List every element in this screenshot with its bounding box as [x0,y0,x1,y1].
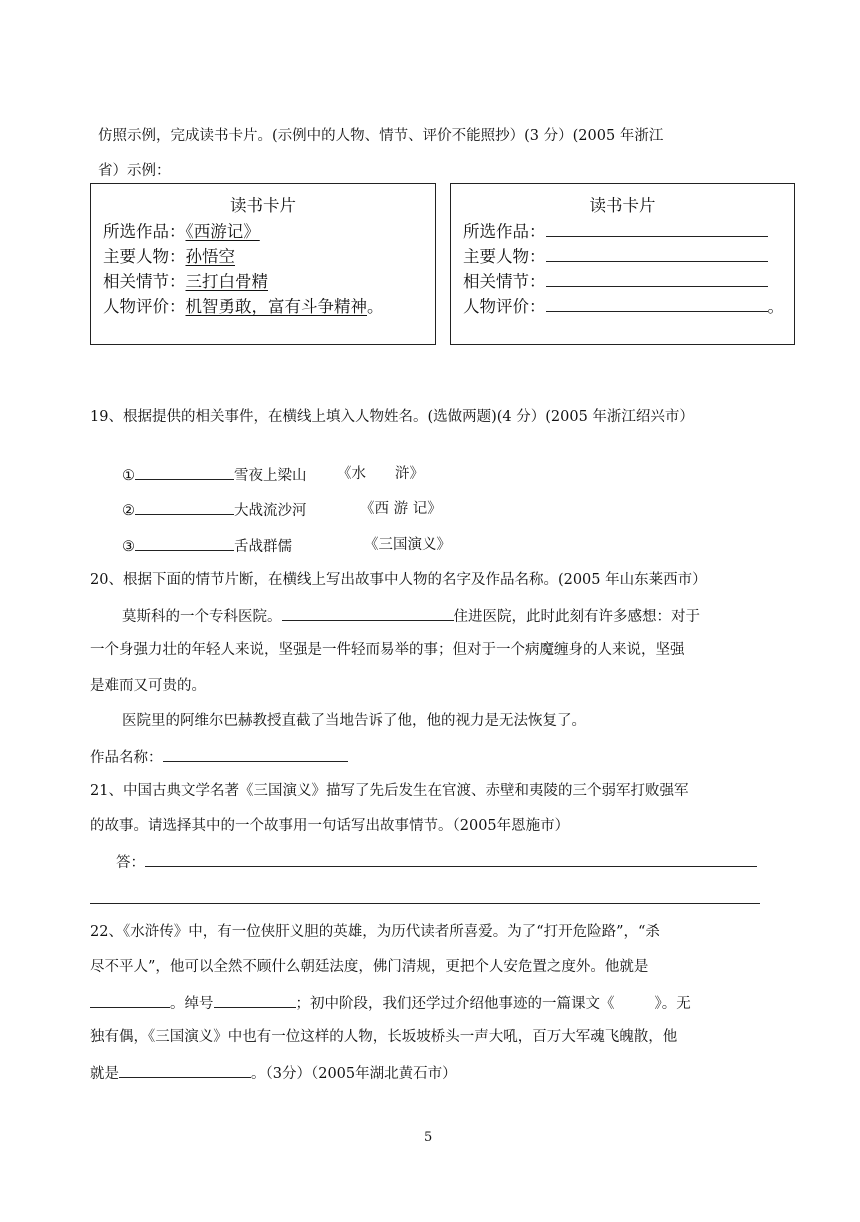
name-answer-blank[interactable] [135,535,234,551]
card-title: 读书卡片 [230,196,296,215]
q19-item-3-book: 《三国演义》 [364,537,451,553]
q19-item-2-book: 《西 游 记》 [360,501,442,517]
answer-blank-line-2[interactable] [90,903,760,904]
page-number: 5 [424,1130,433,1145]
card-row-work [103,218,260,242]
row-value: 三打白骨精 [185,272,268,291]
row-suffix: 。 [767,297,784,316]
q19-item-3 [122,535,292,557]
q21-line-2: 的故事。请选择其中的一个故事用一句话写出故事情节。（2005年恩施市） [90,818,570,834]
q19-stem: 19、根据提供的相关事件，在横线上填入人物姓名。(选做两题)(4 分）(2005 年浙江绍兴市） [90,409,694,425]
intro-line-1: 仿照示例，完成读书卡片。(示例中的人物、情节、评价不能照抄）(3 分）(2005 年浙江 [98,128,664,144]
person-answer-blank[interactable] [282,605,454,621]
row-label: 相关情节： [103,272,186,291]
q20-paragraph-1-line-2: 一个身强力壮的年轻人来说，坚强是一件轻而易举的事；但对于一个病魔缠身的人来说，坚强 [90,642,685,658]
row-value: 机智勇敢，富有斗争精神 [185,297,367,316]
question-text: 。（3分）（2005年湖北黄石市） [251,1066,457,1082]
item-number: ② [122,503,135,519]
nickname-blank[interactable] [214,992,296,1008]
q22-line-4: 独有偶，《三国演义》中也有一位这样的人物，长坂坡桥头一声大吼，百万大军魂飞魄散，他 [90,1029,678,1045]
q22-line-2: 尽不平人”，他可以全然不顾什么朝廷法度，佛门清规，更把个人安危置之度外。他就是 [90,959,649,975]
card-row-work [463,218,768,242]
answer-blank-line-1[interactable] [145,851,757,867]
item-event: 舌战群儒 [234,539,292,555]
item-number: ① [122,468,135,484]
q19-item-1-book: 《水 浒》 [337,466,424,482]
passage-text: 住进医院，此时此刻有许多感想：对于 [453,609,700,625]
row-label: 主要人物： [103,247,186,266]
row-value: 《西游记》 [185,222,260,241]
q20-paragraph-1-line-1 [122,605,700,627]
row-suffix: 。 [367,297,384,316]
q19-item-2 [122,499,307,521]
work-answer-blank[interactable] [546,221,768,237]
card-row-evaluation [463,293,784,317]
character-answer-blank[interactable] [546,246,768,262]
name-answer-blank[interactable] [135,499,234,515]
q20-paragraph-1-line-3: 是难而又可贵的。 [90,678,206,694]
q20-paragraph-2: 医院里的阿维尔巴赫教授直截了当地告诉了他，他的视力是无法恢复了。 [122,713,586,729]
question-text: 就是 [90,1066,119,1082]
card-row-plot [463,268,768,292]
question-text: ；初中阶段，我们还学过介绍他事迹的一篇课文《 [295,996,615,1012]
question-text: 》。无 [654,996,691,1012]
work-label: 作品名称： [90,750,163,766]
answer-label: 答： [116,855,145,871]
row-label: 主要人物： [463,247,546,266]
row-label: 人物评价： [463,297,546,316]
work-answer-blank[interactable] [163,746,348,762]
item-event: 大战流沙河 [234,503,307,519]
q22-line-1: 22、《水浒传》中，有一位侠肝义胆的英雄，为历代读者所喜爱。为了“打开危险路”，“杀 [90,924,660,940]
card-row-plot [103,268,268,292]
evaluation-answer-blank[interactable] [546,296,768,312]
q21-line-1: 21、中国古典文学名著《三国演义》描写了先后发生在官渡、赤壁和夷陵的三个弱军打败强军 [90,783,689,799]
row-label: 所选作品： [103,222,186,241]
q19-item-1 [122,464,307,486]
q22-line-5 [90,1062,457,1084]
reading-card-blank [450,183,795,345]
item-event: 雪夜上梁山 [234,468,307,484]
row-label: 相关情节： [463,272,546,291]
q20-work-name [90,746,348,768]
question-text: 。绰号 [170,996,214,1012]
card-row-evaluation [103,293,384,317]
hero-name-blank[interactable] [90,992,170,1008]
reading-card-example [90,183,436,345]
card-row-character [463,243,768,267]
row-label: 所选作品： [463,222,546,241]
plot-answer-blank[interactable] [546,271,768,287]
q20-stem: 20、根据下面的情节片断，在横线上写出故事中人物的名字及作品名称。(2005 年山东莱西市） [90,572,707,588]
q22-line-3 [90,992,691,1014]
item-number: ③ [122,539,135,555]
q21-answer [116,851,757,873]
card-title: 读书卡片 [589,196,656,215]
passage-text: 莫斯科的一个专科医院。 [122,609,282,625]
row-label: 人物评价： [103,297,186,316]
intro-line-2: 省）示例： [98,163,171,179]
row-value: 孙悟空 [185,247,235,266]
name-answer-blank[interactable] [135,464,234,480]
character-name-blank[interactable] [119,1062,251,1078]
card-row-character [103,243,235,267]
